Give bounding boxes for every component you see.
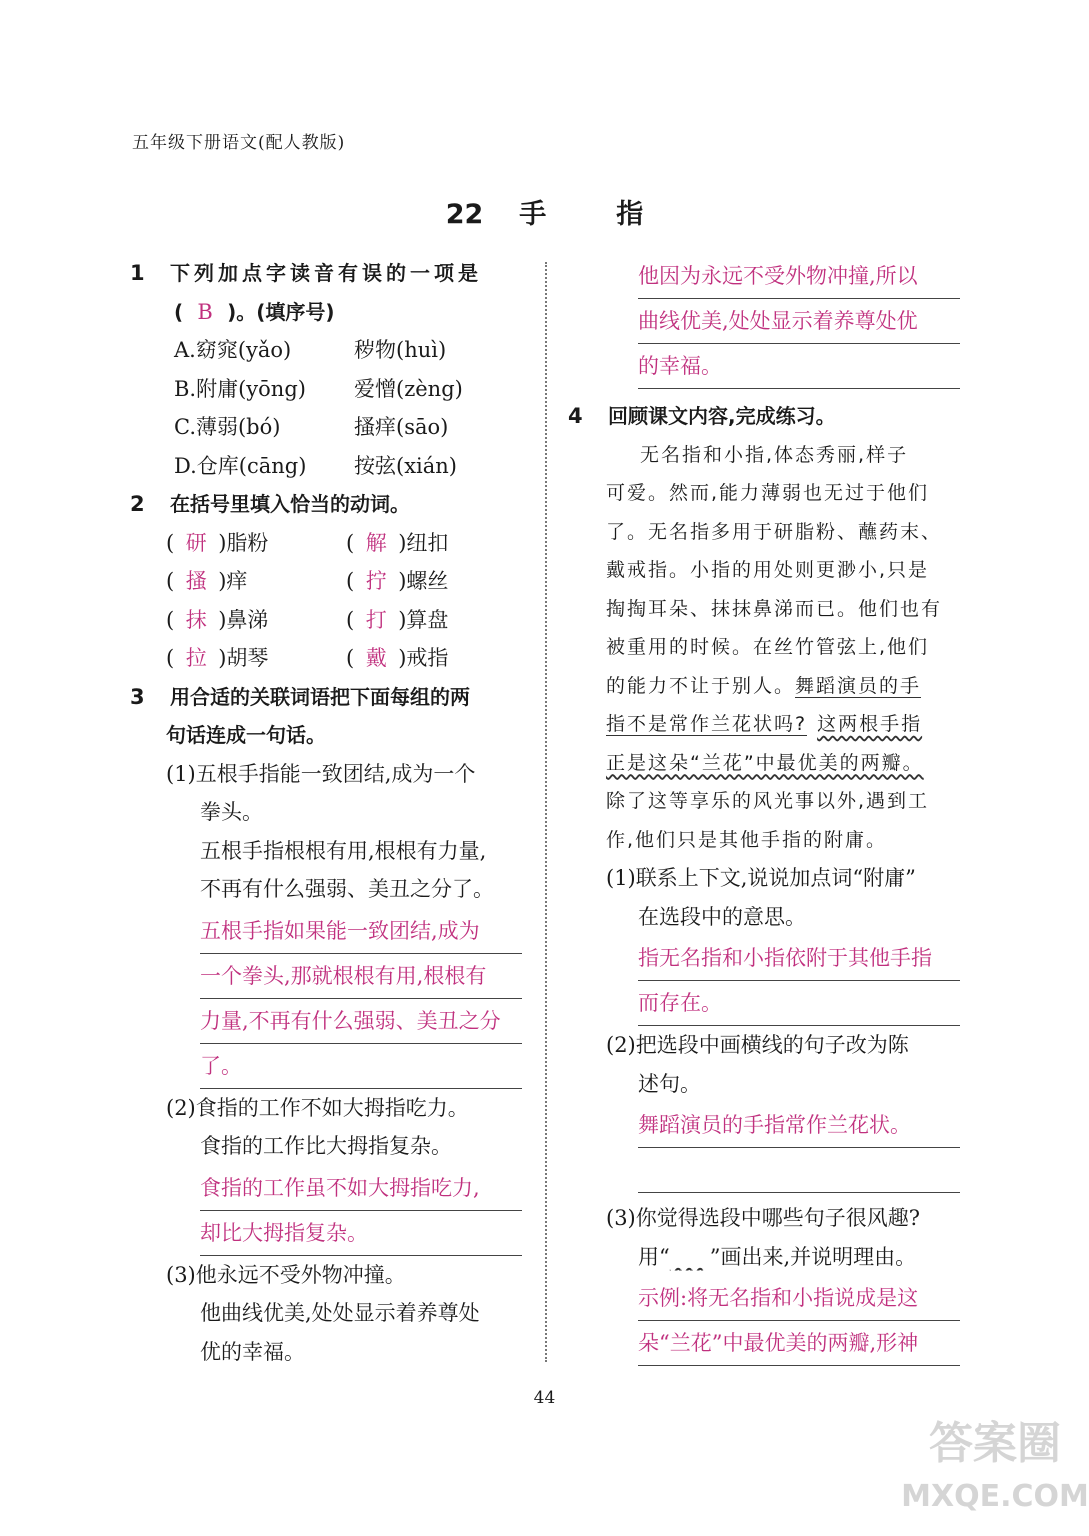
fill-row (130, 639, 530, 678)
question-1 (130, 254, 530, 293)
answer-line: 指无名指和小指依附于其他手指 (638, 936, 960, 981)
passage-line: 戴戒指。小指的用处则更渺小,只是 (606, 559, 930, 581)
question-text: 用合适的关联词语把下面每组的两 (170, 684, 470, 709)
passage-line: 掏掏耳朵、抹抹鼻涕而已。他们也有 (606, 597, 943, 620)
answer-block (638, 1103, 960, 1193)
fill-answer: 拉 (185, 646, 207, 670)
option: 爱憎(zèng) (354, 376, 463, 401)
answer-block (638, 936, 960, 1026)
question-text: 下列加点字读音有误的一项是 (170, 261, 482, 285)
sub-question: (1)五根手指能一致团结,成为一个 (166, 761, 476, 786)
page-number: 44 (533, 1388, 556, 1408)
answer-block (638, 254, 960, 389)
left-column (130, 254, 530, 1371)
passage-line: 被重用的时候。在丝竹管弦上,他们 (606, 636, 930, 658)
sub-question: (3)他永远不受外物冲撞。 (166, 1262, 406, 1287)
answer-line: 朵“兰花”中最优美的两瓣,形神 (638, 1321, 960, 1366)
passage-line (568, 744, 968, 783)
question-2 (130, 485, 530, 524)
watermark-logo (901, 1388, 1089, 1528)
wavy-underlined-sentence: 正是这朵“兰花”中最优美的两瓣。 (606, 751, 924, 774)
option: A.窈窕(yǎo) (174, 338, 292, 362)
fill-word: )鼻涕 (218, 607, 269, 632)
lesson-title (0, 192, 1089, 231)
paren-open: ( (174, 299, 184, 324)
reading-passage (568, 436, 968, 860)
question-number: 3 (130, 684, 145, 709)
fill-word: )胡琴 (218, 646, 269, 670)
blank-answer-line (638, 1148, 960, 1193)
sub-question-text: 食指的工作比大拇指复杂。 (200, 1134, 452, 1158)
fill-answer: 拧 (365, 569, 387, 593)
question-number: 2 (130, 492, 145, 516)
sub-question: (2)把选段中画横线的句子改为陈 (606, 1033, 909, 1057)
sub-question-text: 优的幸福。 (200, 1339, 305, 1364)
passage-line: 可爱。然而,能力薄弱也无过于他们 (606, 482, 930, 504)
passage-line: 了。无名指多用于研脂粉、蘸药末、 (606, 520, 943, 543)
answer-line: 舞蹈演员的手指常作兰花状。 (638, 1103, 960, 1148)
question-4 (568, 397, 968, 436)
fill-item: ( 搔 )痒 (166, 562, 346, 601)
sub-question-text: 述句。 (638, 1071, 701, 1096)
sub-question-text: 他曲线优美,处处显示着养尊处 (200, 1301, 480, 1325)
fill-answer: 打 (365, 607, 387, 632)
answer-line: 了。 (200, 1044, 522, 1089)
passage-line: 除了这等享乐的风光事以外,遇到工 (606, 790, 930, 812)
passage-line (568, 667, 968, 706)
passage-text: 的能力不让于别人。 (606, 674, 796, 697)
option-row (130, 447, 530, 486)
sub-question-text: 在选段中的意思。 (638, 904, 806, 929)
sub-question: (1)联系上下文,说说加点词“附庸” (606, 866, 916, 890)
fill-row (130, 601, 530, 640)
passage-line: 无名指和小指,体态秀丽,样子 (640, 443, 909, 466)
fill-item: ( 拉 )胡琴 (166, 639, 346, 678)
question-number: 1 (130, 261, 145, 285)
sub-question: (2)食指的工作不如大拇指吃力。 (166, 1095, 469, 1120)
sub-question-text: ”画出来,并说明理由。 (709, 1244, 917, 1269)
lesson-title-char-1: 手 (519, 199, 547, 230)
fill-item: ( 拧 )螺丝 (346, 562, 526, 601)
question-1-suffix: )。(填序号) (227, 299, 335, 324)
answer-line: 食指的工作虽不如大拇指吃力, (200, 1166, 522, 1211)
underlined-sentence: 舞蹈演员的手 (795, 674, 922, 697)
fill-word: )戒指 (398, 646, 449, 670)
fill-word: )螺丝 (398, 569, 449, 593)
answer-block (200, 909, 522, 1089)
fill-item: ( 研 )脂粉 (166, 524, 346, 563)
fill-answer: 解 (365, 530, 387, 555)
fill-item: ( 戴 )戒指 (346, 639, 526, 678)
sub-question-text: 用“ (638, 1244, 670, 1269)
sub-question-text: 五根手指根根有用,根根有力量, (200, 838, 487, 863)
answer-line: 一个拳头,那就根根有用,根根有 (200, 954, 522, 999)
question-text: 回顾课文内容,完成练习。 (608, 404, 836, 428)
lesson-title-char-2: 指 (616, 199, 644, 230)
sub-question: (3)你觉得选段中哪些句子很风趣? (606, 1206, 921, 1230)
question-1-answer-line (130, 293, 530, 332)
question-number: 4 (568, 404, 583, 428)
answer-line: 却比大拇指复杂。 (200, 1211, 522, 1256)
wavy-line-symbol (670, 1238, 710, 1277)
option: B.附庸(yōng) (174, 376, 306, 401)
option-row (130, 370, 530, 409)
answer-block (200, 1166, 522, 1256)
fill-answer: 搔 (185, 569, 207, 593)
sub-question-text: 拳头。 (200, 800, 263, 824)
fill-row (130, 524, 530, 563)
question-text: 句话连成一句话。 (166, 723, 326, 747)
option-row (130, 408, 530, 447)
answer-line: 而存在。 (638, 981, 960, 1026)
fill-answer: 研 (185, 530, 207, 555)
option: 秽物(huì) (354, 338, 447, 362)
question-text: 在括号里填入恰当的动词。 (170, 492, 410, 516)
lesson-number: 22 (445, 199, 484, 230)
underlined-sentence: 指不是常作兰花状吗? (606, 713, 808, 735)
answer-line: 他因为永远不受外物冲撞,所以 (638, 254, 960, 299)
fill-word: )纽扣 (398, 530, 449, 555)
passage-line: 作,他们只是其他手指的附庸。 (606, 828, 888, 851)
answer-line: 力量,不再有什么强弱、美丑之分 (200, 999, 522, 1044)
fill-answer: 戴 (365, 646, 387, 670)
option: 搔痒(sāo) (354, 415, 449, 439)
answer-line: 示例:将无名指和小指说成是这 (638, 1276, 960, 1321)
question-1-answer: B (197, 299, 213, 324)
fill-row (130, 562, 530, 601)
fill-item: ( 抹 )鼻涕 (166, 601, 346, 640)
option-row (130, 331, 530, 370)
answer-line: 的幸福。 (638, 344, 960, 389)
column-divider (545, 262, 547, 1362)
answer-block (638, 1276, 960, 1366)
fill-item: ( 解 )纽扣 (346, 524, 526, 563)
sub-question-text (568, 1238, 968, 1277)
fill-word: )算盘 (398, 607, 449, 632)
question-3 (130, 678, 530, 717)
fill-word: )脂粉 (218, 530, 269, 555)
passage-line (568, 705, 968, 744)
book-header: 五年级下册语文(配人教版) (132, 133, 346, 153)
answer-line: 五根手指如果能一致团结,成为 (200, 909, 522, 954)
fill-word: )痒 (218, 569, 248, 593)
wavy-underlined-sentence: 这两根手指 (817, 713, 923, 735)
option: D.仓库(cāng) (174, 453, 307, 478)
fill-answer: 抹 (185, 607, 207, 632)
answer-line: 曲线优美,处处显示着养尊处优 (638, 299, 960, 344)
option: 按弦(xián) (354, 453, 457, 478)
fill-item: ( 打 )算盘 (346, 601, 526, 640)
right-column (568, 254, 968, 1366)
option: C.薄弱(bó) (174, 415, 281, 439)
watermark-line-1: 答案圈 (929, 1418, 1061, 1469)
watermark-line-2: MXQE.COM (901, 1479, 1089, 1514)
sub-question-text: 不再有什么强弱、美丑之分了。 (200, 877, 494, 901)
question-text-cont (130, 716, 530, 755)
